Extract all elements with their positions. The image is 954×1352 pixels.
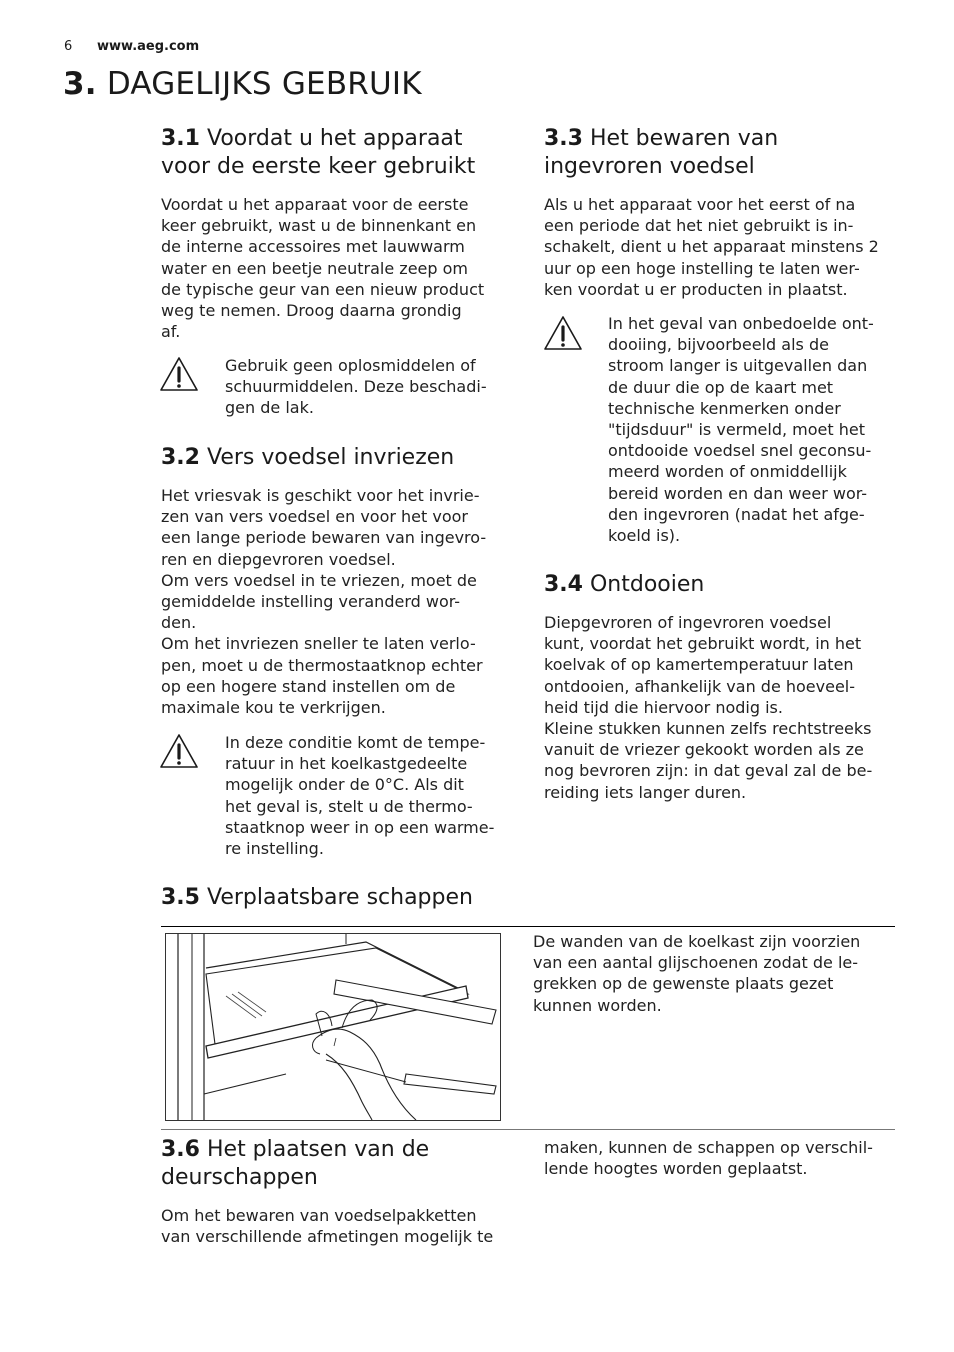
section-number: 3.5 (161, 885, 200, 910)
text-line: ontdooien, afhankelijk van de hoeveel- (544, 676, 856, 696)
text-line: technische kenmerken onder (608, 398, 841, 418)
section-3-3-body (544, 194, 904, 300)
text-line: zen van vers voedsel en voor het voor (161, 507, 468, 527)
text-line: Voordat u het apparaat voor de eerste (161, 195, 469, 214)
text-line: dooiing, bijvoorbeeld als de (608, 335, 829, 355)
section-3-1-warning (225, 355, 515, 419)
text-line: heid tijd die hiervoor nodig is. (544, 697, 783, 717)
text-line: staatknop weer in op een warme- (225, 817, 495, 837)
section-number: 3.6 (161, 1137, 200, 1162)
warning-icon (159, 733, 199, 769)
text-line: lende hoogtes worden geplaatst. (544, 1159, 808, 1179)
text-line: kunt, voordat het gebruikt wordt, in het (544, 634, 862, 654)
text-line: op een hogere stand instellen om de (161, 676, 456, 696)
text-line: pen, moet u de thermostaatknop echter (161, 655, 483, 675)
chapter-number: 3. (63, 66, 97, 102)
text-line: schakelt, dient u het apparaat minstens 2 (544, 237, 879, 257)
text-line: Het vriesvak is geschikt voor het invrie- (161, 486, 480, 505)
text-line: uur op een hoge instelling te laten wer- (544, 258, 860, 278)
text-line: vanuit de vriezer gekookt worden als ze (544, 740, 864, 760)
text-line: In deze conditie komt de tempe- (225, 733, 486, 752)
shelf-illustration (165, 933, 501, 1121)
section-3-5-heading (161, 884, 761, 912)
text-line: mogelijk onder de 0°C. Als dit (225, 775, 464, 795)
heading-line: Ontdooien (589, 572, 705, 597)
section-3-6-heading (161, 1136, 521, 1192)
text-line: gemiddelde instelling veranderd wor- (161, 592, 461, 612)
text-line: de interne accessoires met lauwwarm (161, 237, 465, 257)
text-line: Gebruik geen oplosmiddelen of (225, 356, 476, 375)
chapter-title-text: DAGELIJKS GEBRUIK (106, 66, 422, 102)
text-line: maximale kou te verkrijgen. (161, 698, 386, 718)
text-line: "tijdsduur" is vermeld, moet het (608, 420, 865, 440)
heading-line: ingevroren voedsel (544, 154, 755, 179)
text-line: koelvak of op kamertemperatuur laten (544, 655, 854, 675)
text-line: water en een beetje neutrale zeep om (161, 258, 469, 278)
warning-icon (159, 356, 199, 392)
section-3-6-body (161, 1205, 521, 1247)
text-line: re instelling. (225, 839, 324, 859)
text-line: ratuur in het koelkastgedeelte (225, 754, 468, 774)
text-line: den ingevroren (nadat het afge- (608, 504, 865, 524)
text-line: den. (161, 613, 197, 633)
section-3-1-heading (161, 125, 521, 181)
section-top-rule (161, 926, 895, 927)
text-line: de typische geur van een nieuw product (161, 279, 485, 299)
heading-line: Het plaatsen van de (206, 1137, 430, 1162)
section-number: 3.3 (544, 126, 583, 151)
heading-line: deurschappen (161, 1165, 318, 1190)
section-number: 3.1 (161, 126, 200, 151)
text-line: nog bevroren zijn: in dat geval zal de be- (544, 761, 873, 781)
warning-icon (543, 315, 583, 351)
text-line: een periode dat het niet gebruikt is in- (544, 216, 854, 236)
section-number: 3.4 (544, 572, 583, 597)
text-line: van een aantal glijschoenen zodat de le- (533, 953, 859, 973)
section-3-3-warning (608, 313, 908, 546)
section-3-4-heading (544, 571, 904, 599)
text-line: bereid worden en dan weer wor- (608, 483, 868, 503)
text-line: de duur die op de kaart met (608, 377, 834, 397)
section-3-4-body (544, 612, 904, 803)
text-line: schuurmiddelen. Deze beschadi- (225, 377, 487, 397)
text-line: reiding iets langer duren. (544, 782, 747, 802)
text-line: ken voordat u er producten in plaatst. (544, 279, 848, 299)
text-line: Diepgevroren of ingevroren voedsel (544, 613, 832, 632)
heading-line: Voordat u het apparaat (206, 126, 463, 151)
section-3-6-body-continued (544, 1137, 904, 1179)
chapter-title (63, 66, 422, 102)
section-3-2-warning (225, 732, 520, 859)
text-line: meerd worden of onmiddellijk (608, 462, 847, 482)
heading-line: voor de eerste keer gebruikt (161, 154, 476, 179)
text-line: het geval is, stelt u de thermo- (225, 796, 473, 816)
heading-line: Vers voedsel invriezen (206, 445, 455, 470)
section-number: 3.2 (161, 445, 200, 470)
text-line: gen de lak. (225, 398, 314, 418)
text-line: koeld is). (608, 526, 681, 546)
text-line: kunnen worden. (533, 995, 662, 1015)
text-line: keer gebruikt, wast u de binnenkant en (161, 216, 477, 236)
text-line: Om vers voedsel in te vriezen, moet de (161, 570, 477, 590)
section-bottom-rule (161, 1129, 895, 1130)
section-3-5-body (533, 931, 903, 1016)
text-line: ontdooide voedsel snel geconsu- (608, 441, 872, 461)
text-line: maken, kunnen de schappen op verschil- (544, 1138, 873, 1157)
heading-line: Het bewaren van (589, 126, 779, 151)
section-3-3-heading (544, 125, 904, 181)
text-line: een lange periode bewaren van ingevro- (161, 528, 487, 548)
text-line: In het geval van onbedoelde ont- (608, 314, 874, 333)
text-line: van verschillende afmetingen mogelijk te (161, 1227, 494, 1247)
text-line: stroom langer is uitgevallen dan (608, 356, 868, 376)
text-line: Kleine stukken kunnen zelfs rechtstreeks (544, 719, 872, 739)
section-3-2-body (161, 485, 521, 718)
text-line: De wanden van de koelkast zijn voorzien (533, 932, 861, 951)
text-line: ren en diepgevroren voedsel. (161, 549, 396, 569)
website-link[interactable]: www.aeg.com (97, 39, 200, 54)
text-line: Als u het apparaat voor het eerst of na (544, 195, 856, 214)
text-line: Om het bewaren van voedselpakketten (161, 1206, 477, 1225)
text-line: weg te nemen. Droog daarna grondig (161, 301, 462, 321)
section-3-2-heading (161, 444, 521, 472)
text-line: af. (161, 322, 181, 342)
page-number: 6 (64, 39, 73, 54)
section-3-1-body (161, 194, 521, 342)
text-line: grekken op de gewenste plaats gezet (533, 974, 834, 994)
heading-line: Verplaatsbare schappen (206, 885, 473, 910)
text-line: Om het invriezen sneller te laten verlo- (161, 634, 476, 654)
